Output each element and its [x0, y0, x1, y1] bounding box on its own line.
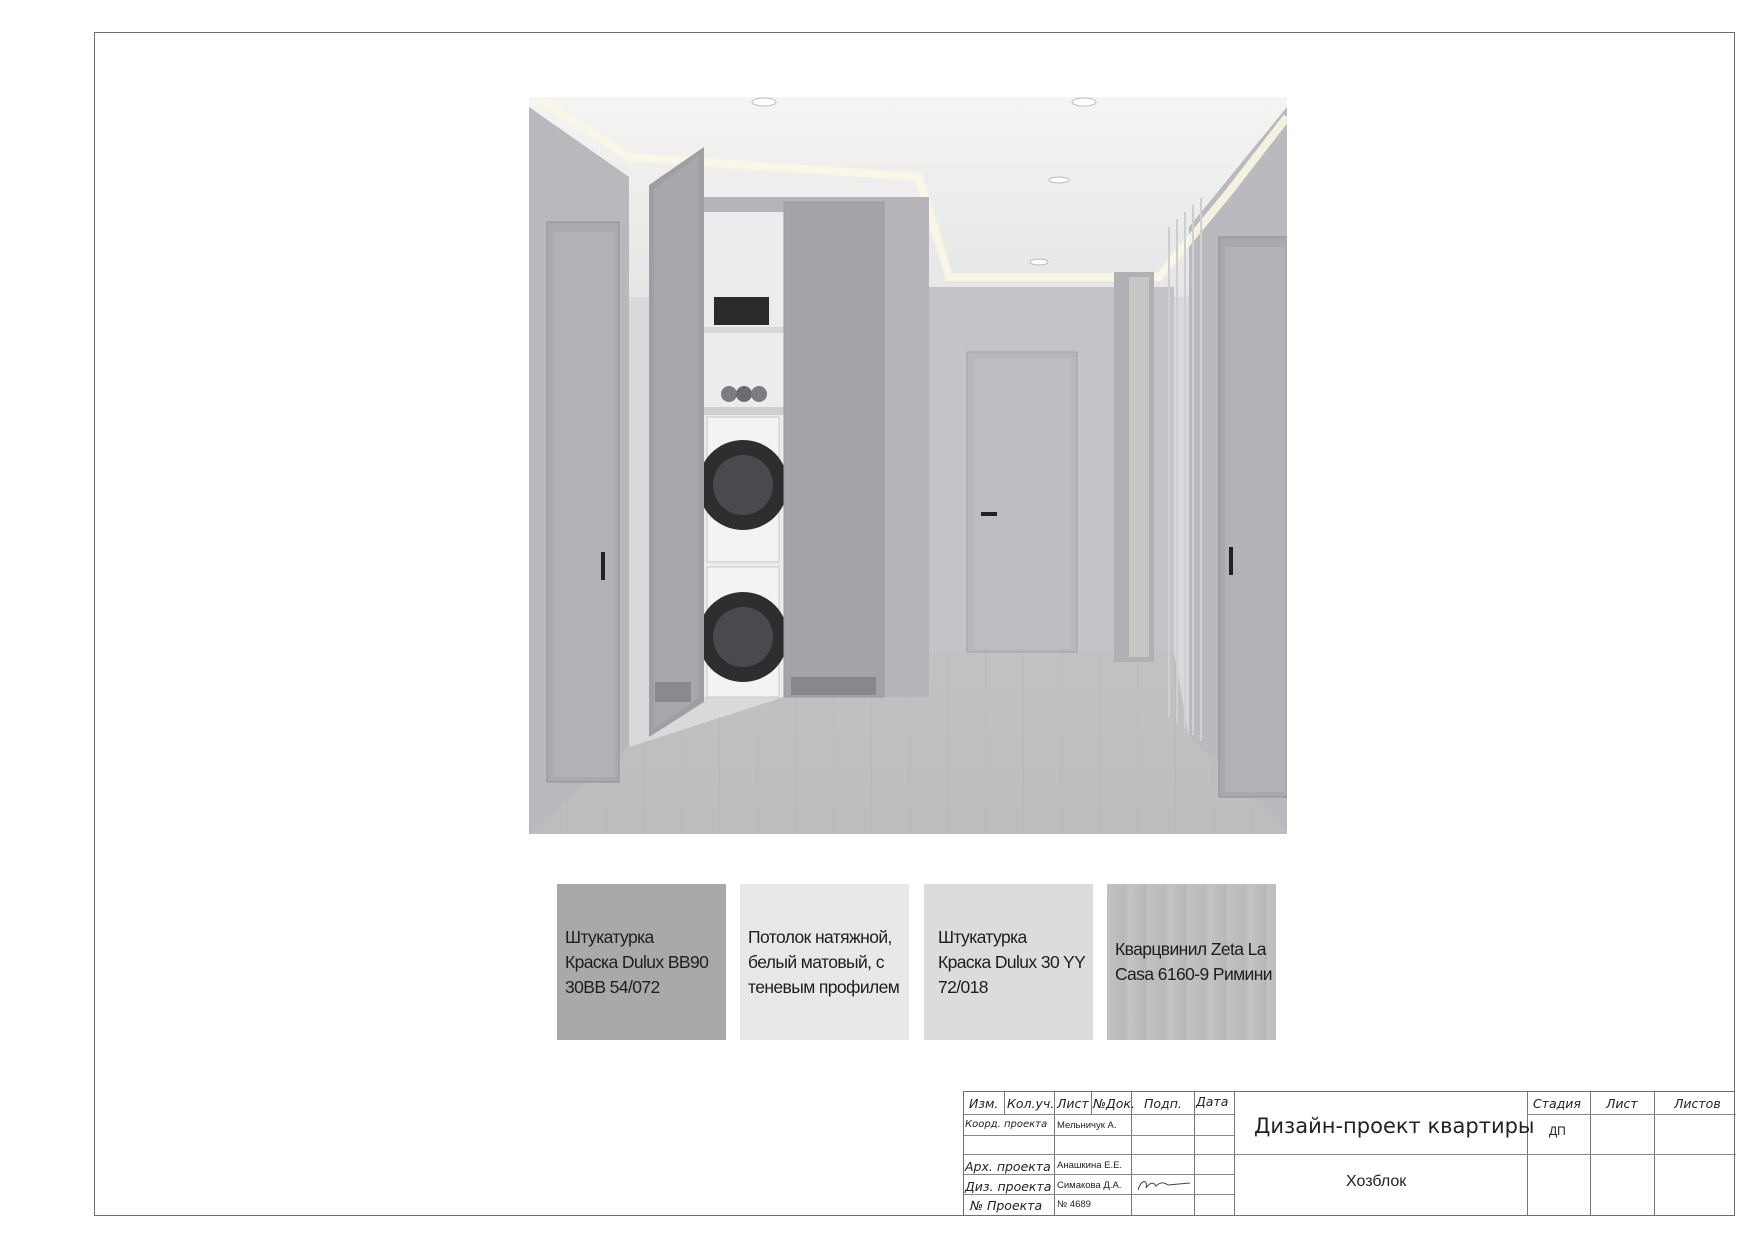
material-swatch-floor: [1107, 884, 1276, 1040]
interior-render-image: [529, 97, 1287, 834]
name-coordinator: Мельничук А.: [1057, 1120, 1117, 1131]
material-label: Штукатурка Краска Dulux 30 YY 72/018: [938, 926, 1086, 997]
signature-image: [1134, 1176, 1194, 1194]
sheet-header: Лист: [1606, 1096, 1638, 1111]
header-doc-no: №Док.: [1093, 1096, 1135, 1111]
stage-value: ДП: [1549, 1124, 1566, 1138]
header-date: Дата: [1196, 1094, 1229, 1109]
sheets-header: Листов: [1674, 1096, 1721, 1111]
material-label: Потолок натяжной, белый матовый, с теневым профилем: [748, 926, 900, 997]
name-architect: Анашкина Е.Е.: [1057, 1160, 1123, 1171]
header-signature: Подп.: [1144, 1096, 1182, 1111]
role-project-number: № Проекта: [970, 1198, 1043, 1213]
material-swatch-wall-paint-2: [924, 884, 1093, 1040]
project-number: № 4689: [1057, 1199, 1091, 1210]
project-title: Дизайн-проект квартиры: [1254, 1114, 1535, 1138]
name-designer: Симакова Д.А.: [1057, 1180, 1122, 1191]
header-kol-uch: Кол.уч.: [1007, 1096, 1055, 1111]
material-label: Штукатурка Краска Dulux BB90 30BB 54/072: [565, 926, 709, 997]
material-label: Кварцвинил Zeta La Casa 6160-9 Римини: [1115, 939, 1272, 984]
header-izm: Изм.: [969, 1096, 999, 1111]
role-coordinator: Коорд. проекта: [965, 1119, 1048, 1130]
stage-header: Стадия: [1533, 1096, 1581, 1111]
role-architect: Арх. проекта: [965, 1159, 1051, 1174]
material-swatch-wall-paint: [557, 884, 726, 1040]
header-list: Лист: [1057, 1096, 1089, 1111]
role-designer: Диз. проекта: [965, 1179, 1052, 1194]
sheet-name: Хозблок: [1346, 1173, 1407, 1190]
title-block: [963, 1091, 1735, 1216]
material-swatch-ceiling: [740, 884, 909, 1040]
